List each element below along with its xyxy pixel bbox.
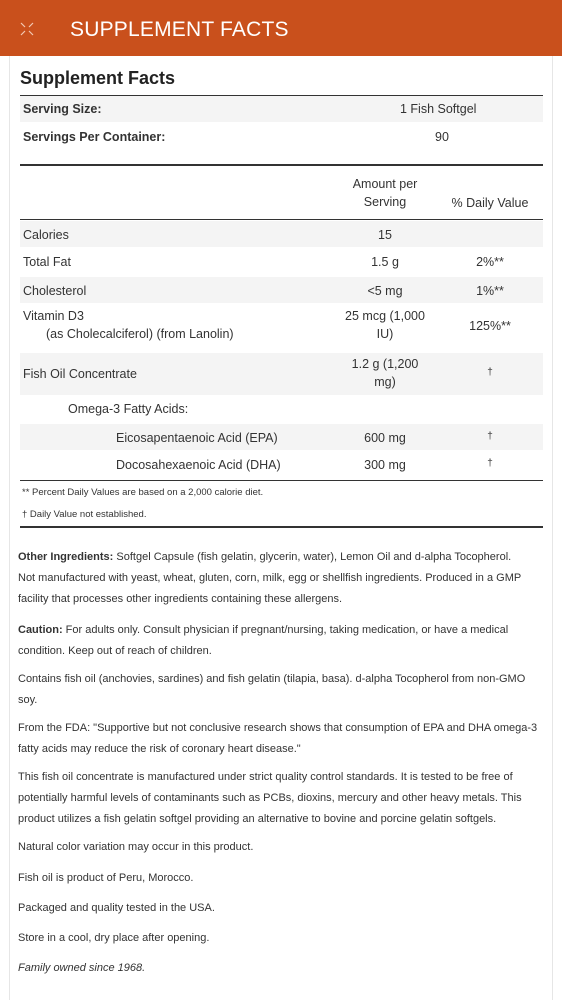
- contains-statement: Contains fish oil (anchovies, sardines) and fish gelatin (tilapia, basa). d-alpha Tocopherol from non-GMO soy.: [18, 673, 526, 706]
- footnote-dagger: † Daily Value not established.: [22, 509, 147, 520]
- nutrient-amount: 15: [378, 228, 392, 242]
- nutrient-dv: †: [487, 431, 493, 442]
- nutrient-amount: 300 mg: [364, 458, 406, 472]
- nutrient-amount-unit: mg): [374, 375, 396, 389]
- allergen-statement: Not manufactured with yeast, wheat, gluten, corn, milk, egg or shellfish ingredients. Produced in a GMP facility that processes other ingredients containing these allergens.: [18, 572, 521, 605]
- nutrient-name: Calories: [23, 228, 69, 242]
- nutrient-name: Omega-3 Fatty Acids:: [68, 402, 189, 416]
- nutrient-amount-unit: IU): [376, 327, 394, 341]
- packaged-note: Packaged and quality tested in the USA.: [18, 902, 215, 914]
- amount-header-line2: Serving: [363, 195, 407, 209]
- nutrient-name: Vitamin D3: [23, 309, 84, 323]
- nutrient-row: [20, 277, 543, 303]
- color-variation-note: Natural color variation may occur in this product.: [18, 841, 254, 853]
- nutrient-dv: 2%**: [476, 255, 504, 269]
- servings-row: [20, 124, 543, 150]
- nutrient-amount: 25 mcg (1,000: [345, 309, 425, 323]
- nutrient-row: [20, 353, 543, 395]
- nutrient-dv: †: [487, 367, 493, 378]
- caution-label: Caution:: [18, 624, 63, 636]
- section-title: SUPPLEMENT FACTS: [70, 18, 289, 41]
- nutrient-dv: 1%**: [476, 284, 504, 298]
- nutrient-name: Fish Oil Concentrate: [23, 367, 137, 381]
- nutrient-name: Eicosapentaenoic Acid (EPA): [116, 431, 278, 445]
- servings-value: 90: [435, 130, 449, 144]
- fda-statement: From the FDA: "Supportive but not conclusive research shows that consumption of EPA and DHA omega-3 fatty acids may reduce the risk of coronary heart disease.": [18, 722, 538, 755]
- nutrient-name: Total Fat: [23, 255, 71, 269]
- other-ingredients: [18, 547, 546, 568]
- nutrient-name: Docosahexaenoic Acid (DHA): [116, 458, 281, 472]
- dv-header: % Daily Value: [451, 196, 529, 210]
- nutrient-row: [20, 221, 543, 247]
- nutrient-source: (as Cholecalciferol) (from Lanolin): [46, 327, 234, 341]
- nutrient-row: [20, 452, 543, 478]
- family-owned-note: Family owned since 1968.: [18, 962, 146, 974]
- nutrient-row: [20, 248, 543, 276]
- nutrient-row: [20, 397, 543, 423]
- amount-header: [330, 175, 440, 211]
- serving-size-row: [20, 96, 543, 122]
- servings-label: Servings Per Container:: [23, 130, 166, 144]
- nutrient-row: [20, 424, 543, 450]
- quality-statement: This fish oil concentrate is manufactured under strict quality control standards. It is tested to be free of potentially harmful levels of contaminants such as PCBs, dioxins, mercury and other heavy metals. This product utilizes a fish gelatin softgel providing an alternative to bovine and porcine gelatin softgels.: [18, 771, 522, 825]
- x-icon[interactable]: [18, 20, 36, 38]
- serving-size-value: 1 Fish Softgel: [400, 102, 477, 116]
- divider: [20, 219, 543, 220]
- divider: [20, 480, 543, 481]
- nutrient-dv: 125%**: [469, 319, 511, 333]
- facts-title: Supplement Facts: [20, 68, 176, 88]
- amount-header-line1: Amount per: [352, 177, 418, 191]
- divider: [20, 526, 543, 528]
- column-header-row: [20, 175, 543, 215]
- nutrient-dv: †: [487, 458, 493, 469]
- nutrient-amount: 1.5 g: [371, 255, 399, 269]
- footnote-percent: ** Percent Daily Values are based on a 2,000 calorie diet.: [22, 487, 264, 498]
- nutrient-amount: 600 mg: [364, 431, 406, 445]
- nutrient-row: [20, 304, 543, 352]
- nutrient-amount: <5 mg: [367, 284, 403, 298]
- caution: [18, 620, 546, 662]
- storage-note: Store in a cool, dry place after opening.: [18, 932, 210, 944]
- other-ingredients-text: Softgel Capsule (fish gelatin, glycerin, water), Lemon Oil and d-alpha Tocopherol.: [113, 551, 512, 563]
- other-ingredients-label: Other Ingredients:: [18, 551, 114, 563]
- section-header[interactable]: [0, 0, 562, 56]
- nutrient-amount: 1.2 g (1,200: [351, 357, 419, 371]
- caution-text: For adults only. Consult physician if pregnant/nursing, taking medication, or have a medical condition. Keep out of reach of children.: [18, 624, 509, 657]
- nutrient-name: Cholesterol: [23, 284, 87, 298]
- serving-size-label: Serving Size:: [23, 102, 102, 116]
- divider: [20, 164, 543, 166]
- origin-note: Fish oil is product of Peru, Morocco.: [18, 872, 194, 884]
